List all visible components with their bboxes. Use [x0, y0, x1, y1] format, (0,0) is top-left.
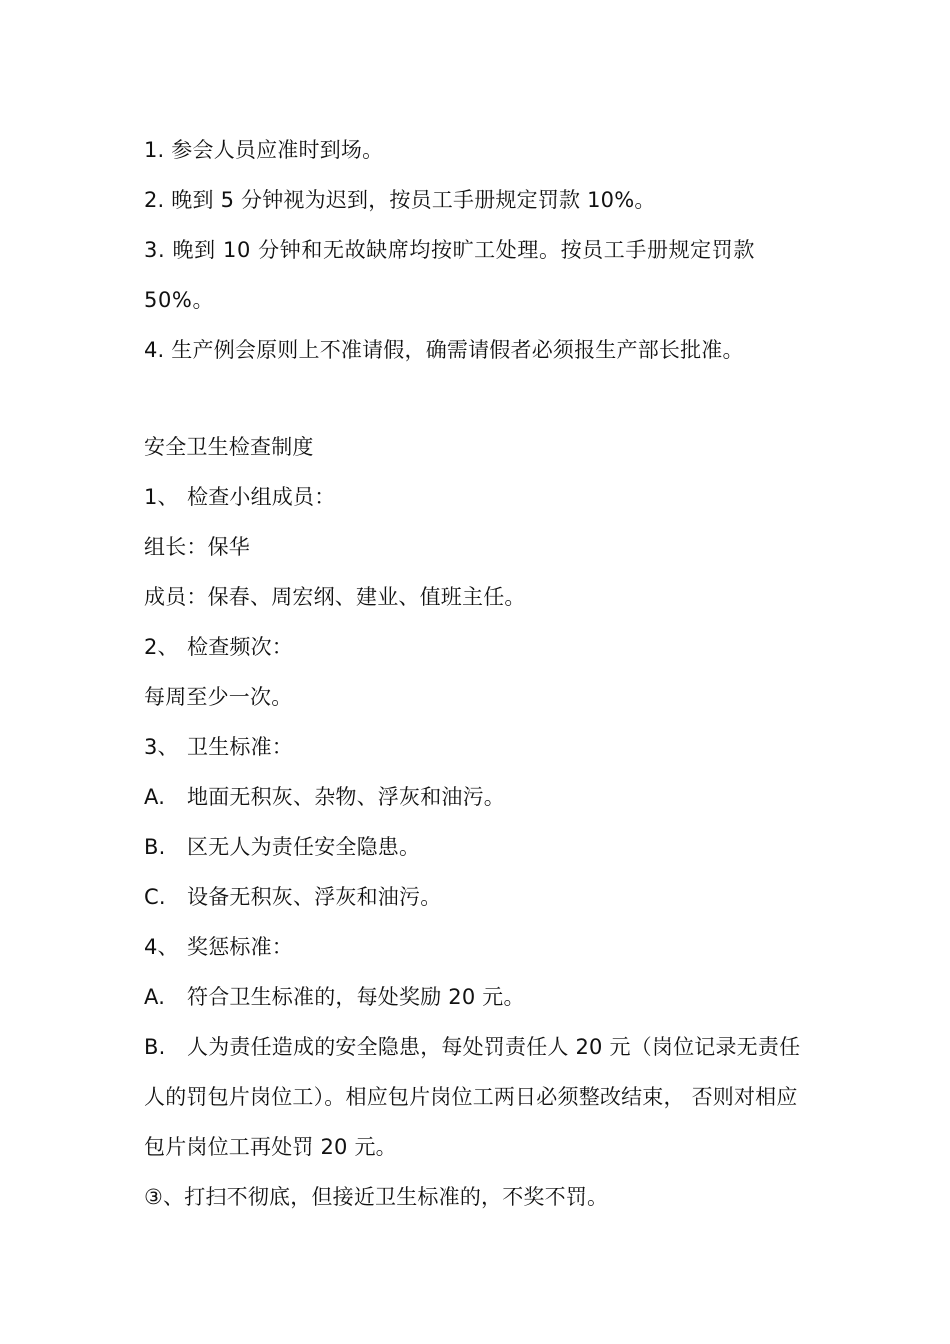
document-body: [144, 125, 810, 1222]
frequency-heading-text: 检查频次：: [187, 635, 293, 659]
frequency-heading: [144, 622, 810, 672]
team-leader: 组长：保华: [144, 535, 250, 559]
section-spacer: [144, 375, 810, 422]
section-title: 安全卫生检查制度: [144, 435, 314, 459]
meeting-rule-3: 3. 晚到 10 分钟和无故缺席均按旷工处理。按员工手册规定罚款 50%。: [144, 238, 755, 312]
reward-heading-number: 4、: [144, 935, 179, 959]
meeting-rule-4: 4. 生产例会原则上不准请假，确需请假者必须报生产部长批准。: [144, 338, 744, 362]
reward-item-b-text: 人为责任造成的安全隐患，每处罚责任人 20 元（岗位记录无责任人的罚包片岗位工）。相应包片岗位工两日必须整改结束， 否则对相应包片岗位工再处罚 20 元。: [144, 1035, 801, 1159]
team-heading-number: 1、: [144, 485, 179, 509]
standard-heading-number: 3、: [144, 735, 179, 759]
reward-item-b-label: B.: [144, 1035, 166, 1059]
standard-item-a-label: A.: [144, 785, 166, 809]
meeting-rule-1: 1. 参会人员应准时到场。: [144, 138, 384, 162]
frequency-heading-number: 2、: [144, 635, 179, 659]
standard-item-a-text: 地面无积灰、杂物、浮灰和油污。: [187, 785, 505, 809]
standard-item-b: [144, 822, 810, 872]
team-heading-text: 检查小组成员：: [187, 485, 336, 509]
meeting-rule-2: 2. 晚到 5 分钟视为迟到，按员工手册规定罚款 10%。: [144, 188, 656, 212]
frequency-text: 每周至少一次。: [144, 685, 293, 709]
standard-item-b-label: B.: [144, 835, 166, 859]
reward-item-a: [144, 972, 810, 1022]
standard-heading: [144, 722, 810, 772]
standard-item-b-text: 区无人为责任安全隐患。: [187, 835, 421, 859]
reward-item-a-label: A.: [144, 985, 166, 1009]
standard-item-a: [144, 772, 810, 822]
reward-heading: [144, 922, 810, 972]
standard-item-c: [144, 872, 810, 922]
note-text: ③、打扫不彻底，但接近卫生标准的，不奖不罚。: [144, 1185, 609, 1209]
standard-item-c-text: 设备无积灰、浮灰和油污。: [187, 885, 442, 909]
reward-item-b: [144, 1022, 810, 1172]
reward-item-a-text: 符合卫生标准的，每处奖励 20 元。: [187, 985, 525, 1009]
standard-item-c-label: C.: [144, 885, 166, 909]
team-members: 成员：保春、周宏纲、建业、值班主任。: [144, 585, 526, 609]
team-heading: [144, 472, 810, 522]
standard-heading-text: 卫生标准：: [187, 735, 293, 759]
reward-heading-text: 奖惩标准：: [187, 935, 293, 959]
